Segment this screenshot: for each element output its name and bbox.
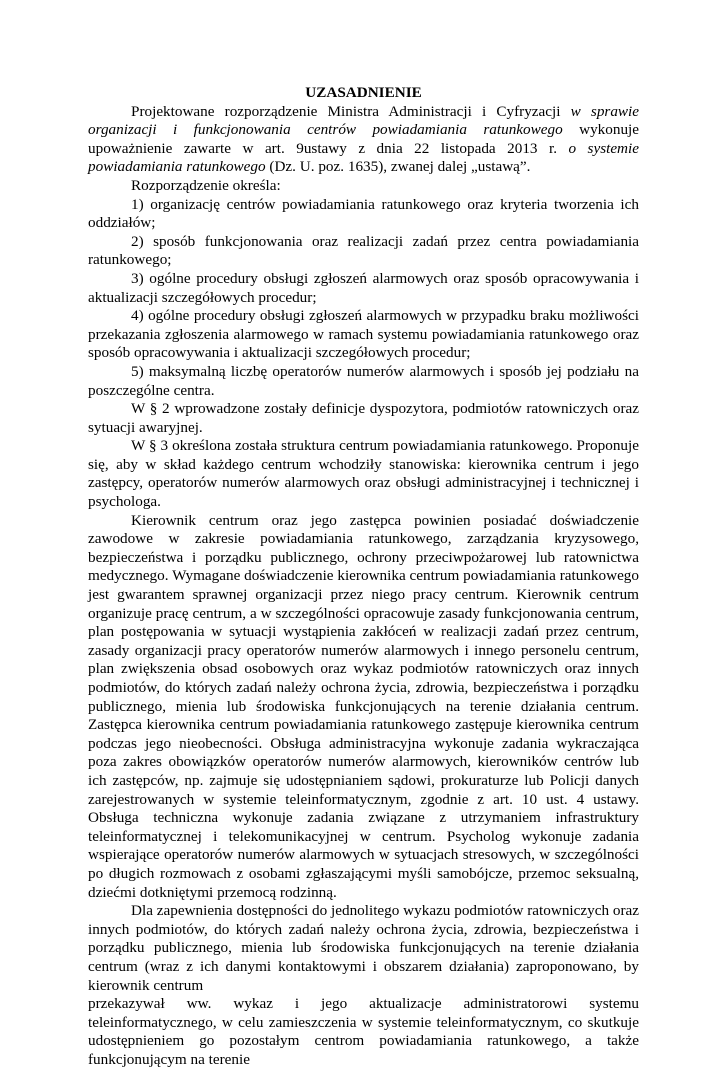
document-page [88, 84, 639, 1069]
intro-paragraph [88, 103, 639, 177]
intro-text-1: Projektowane rozporządzenie Ministra Administracji i Cyfryzacji [131, 102, 571, 120]
paragraph-kierownik: Kierownik centrum oraz jego zastępca powinien posiadać doświadczenie zawodowe w zakresie powiadamiania ratunkowego, zarządzania kryzysowego, bezpieczeństwa i porządku publicznego, ochrony przeciwpożarowej lub ratownictwa medycznego. Wymagane doświadczenie kierownika centrum powiadamiania ratunkowego jest gwarantem sprawnej organizacji przez niego pracy centrum. Kierownik centrum organizuje pracę centrum, a w szczególności opracowuje zasady funkcjonowania centrum, plan postępowania w sytuacji wystąpienia zakłóceń w realizacji zadań przez centrum, zasady organizacji pracy operatorów numerów alarmowych i innego personelu centrum, plan zwiększenia obsad osobowych oraz wykaz podmiotów ratowniczych oraz innych podmiotów, do których zadań należy ochrona życia, zdrowia, bezpieczeństwa i porządku publicznego, mienia lub środowiska funkcjonujących na terenie działania centrum. Zastępca kierownika centrum powiadamiania ratunkowego zastępuje kierownika centrum podczas jego nieobecności. Obsługa administracyjna wykonuje zadania wykraczająca poza zakres obowiązków operatorów numerów alarmowych, kierowników centrów lub ich zastępców, np. zajmuje się udostępnianiem sądowi, prokuraturze lub Policji danych zarejestrowanych w systemie teleinformatycznym, zgodnie z art. 10 ust. 4 ustawy. Obsługa techniczna wykonuje zadania związane z utrzymaniem infrastruktury teleinformatycznej i telekomunikacyjnej w centrum. Psycholog wykonuje zadania wspierające operatorów numerów alarmowych w sytuacjach stresowych, w szczególności po długich rozmowach z osobami zgłaszającymi myśli samobójcze, przemoc seksualną, dziećmi dotkniętymi przemocą rodzinną. [88, 511, 639, 901]
intro-text-2: wykonuje upoważnienie zawarte w art. 9ustawy z dnia 22 listopada 2013 r. [88, 121, 639, 157]
paragraph-wykaz-part-1: Dla zapewnienia dostępności do jednolitego wykazu podmiotów ratowniczych oraz innych podmiotów, do których zadań należy ochrona życia, zdrowia, bezpieczeństwa i porządku publicznego, mienia lub środowiska funkcjonujących na terenie działania centrum (wraz z ich danymi kontaktowymi i obszarem działania) zaproponowano, by kierownik centrum [88, 902, 639, 994]
scope-item-3: 3) ogólne procedury obsługi zgłoszeń alarmowych oraz sposób opracowywania i aktualizacji szczegółowych procedur; [88, 269, 639, 306]
document-title: UZASADNIENIE [305, 84, 422, 101]
paragraph-section-3: W § 3 określona została struktura centrum powiadamiania ratunkowego. Proponuje się, aby w skład każdego centrum wchodziły stanowiska: kierownika centrum i jego zastępcy, operatorów numerów alarmowych oraz obsługi administracyjnej i technicznej i psychologa. [88, 437, 639, 511]
act-title: o systemie powiadamiania ratunkowego [88, 139, 639, 176]
scope-item-4: 4) ogólne procedury obsługi zgłoszeń alarmowych w przypadku braku możliwości przekazania zgłoszenia alarmowego w ramach systemu powiadamiania ratunkowego oraz sposób opracowywania i aktualizacji szczegółowych procedur; [88, 307, 639, 362]
intro-text-3: (Dz. U. poz. 1635), zwanej dalej „ustawą”. [265, 158, 531, 176]
scope-item-2: 2) sposób funkcjonowania oraz realizacji zadań przez centra powiadamiania ratunkowego; [88, 232, 639, 269]
scope-item-1: 1) organizację centrów powiadamiania ratunkowego oraz kryteria tworzenia ich oddziałów; [88, 195, 639, 232]
scope-item-5: 5) maksymalną liczbę operatorów numerów alarmowych i sposób jej podziału na poszczególne centra. [88, 362, 639, 399]
regulation-title: w sprawie organizacji i funkcjonowania centrów powiadamiania ratunkowego [88, 102, 640, 139]
paragraph-wykaz-part-2: przekazywał ww. wykaz i jego aktualizacje administratorowi systemu teleinformatycznego, w celu zamieszczenia w systemie teleinformatycznym, co skutkuje udostępnieniem go pozostałym centrom powiadamiania ratunkowego, a także funkcjonującym na terenie [88, 995, 639, 1068]
scope-lead: Rozporządzenie określa: [131, 176, 281, 194]
paragraph-section-2: W § 2 wprowadzone zostały definicje dyspozytora, podmiotów ratowniczych oraz sytuacji awaryjnej. [88, 400, 639, 436]
